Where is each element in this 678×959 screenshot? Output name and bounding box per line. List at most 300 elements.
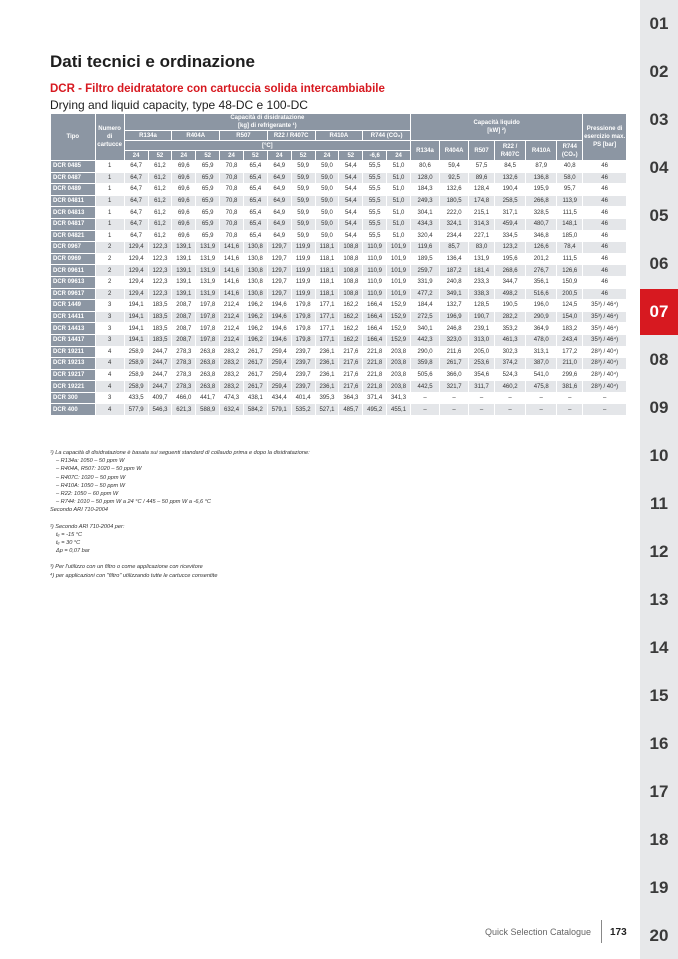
table-cell: 58,0: [557, 172, 583, 184]
table-cell: 118,1: [315, 276, 339, 288]
table-cell: 359,8: [411, 358, 440, 370]
table-cell: 64,9: [267, 207, 291, 219]
table-caption: Drying and liquid capacity, type 48-DC e 100-DC: [50, 98, 308, 112]
table-cell: 108,8: [339, 253, 363, 265]
product-code: DCR 14417: [51, 334, 96, 346]
table-row: [51, 184, 627, 196]
header-ref: R410A: [315, 131, 363, 141]
table-cell: 64,7: [124, 218, 148, 230]
table-cell: 244,7: [148, 369, 172, 381]
table-cell: 212,4: [220, 311, 244, 323]
table-cell: 442,5: [411, 381, 440, 393]
table-cell: 217,6: [339, 369, 363, 381]
table-cell: 328,5: [526, 207, 557, 219]
table-cell: 59,0: [315, 207, 339, 219]
table-cell: 54,4: [339, 230, 363, 242]
chapter-tab-07[interactable]: 07: [640, 289, 678, 335]
table-cell: 139,1: [172, 242, 196, 254]
table-cell: 119,6: [411, 242, 440, 254]
footnote-line: – R744: 1010 – 50 ppm W a 24 °C / 445 – 50 ppm W a -6,6 °C: [56, 499, 211, 506]
table-cell: 200,5: [557, 288, 583, 300]
table-cell: 179,8: [291, 334, 315, 346]
table-cell: 141,6: [220, 288, 244, 300]
table-cell: 64,9: [267, 184, 291, 196]
table-cell: 588,9: [196, 404, 220, 416]
table-cell: 346,8: [526, 230, 557, 242]
header-temp: 24: [387, 151, 411, 161]
header-temp: 24: [124, 151, 148, 161]
table-cell: 35³) / 46⁴): [583, 323, 627, 335]
table-cell: 3: [95, 323, 124, 335]
table-cell: 495,2: [363, 404, 387, 416]
table-cell: 85,7: [440, 242, 469, 254]
chapter-tab-14[interactable]: 14: [649, 638, 669, 657]
table-cell: 84,5: [495, 161, 526, 173]
table-cell: –: [440, 404, 469, 416]
table-cell: 70,8: [220, 161, 244, 173]
table-cell: 253,6: [469, 358, 495, 370]
table-cell: –: [557, 404, 583, 416]
table-cell: 54,4: [339, 184, 363, 196]
table-cell: 197,8: [196, 334, 220, 346]
table-cell: 258,9: [124, 369, 148, 381]
table-cell: –: [440, 392, 469, 404]
table-cell: 194,6: [267, 323, 291, 335]
footnote-line: Secondo ARI 710-2004: [50, 507, 108, 514]
table-cell: 61,2: [148, 218, 172, 230]
table-cell: 46: [583, 195, 627, 207]
table-cell: 278,3: [172, 358, 196, 370]
table-row: [51, 392, 627, 404]
table-cell: 46: [583, 172, 627, 184]
table-cell: 65,4: [243, 184, 267, 196]
chapter-tab-16[interactable]: 16: [649, 734, 669, 753]
table-cell: 129,4: [124, 253, 148, 265]
table-cell: 122,3: [148, 242, 172, 254]
table-cell: –: [411, 392, 440, 404]
table-cell: 374,2: [495, 358, 526, 370]
table-cell: 261,7: [243, 358, 267, 370]
table-cell: 59,9: [291, 195, 315, 207]
table-cell: 3: [95, 334, 124, 346]
table-cell: 40,8: [557, 161, 583, 173]
table-cell: 197,8: [196, 323, 220, 335]
table-cell: 123,2: [495, 242, 526, 254]
table-cell: 28³) / 40⁴): [583, 346, 627, 358]
table-cell: 203,8: [387, 381, 411, 393]
table-cell: 475,8: [526, 381, 557, 393]
table-cell: 331,9: [411, 276, 440, 288]
table-cell: 129,4: [124, 288, 148, 300]
table-cell: 70,8: [220, 195, 244, 207]
table-cell: 259,4: [267, 358, 291, 370]
chapter-tab-09[interactable]: 09: [649, 398, 669, 417]
table-cell: 527,1: [315, 404, 339, 416]
table-cell: 129,7: [267, 242, 291, 254]
table-cell: 401,4: [291, 392, 315, 404]
table-cell: 55,5: [363, 207, 387, 219]
table-cell: 177,1: [315, 334, 339, 346]
table-cell: 65,4: [243, 172, 267, 184]
table-cell: 194,1: [124, 311, 148, 323]
page-title: Dati tecnici e ordinazione: [50, 52, 255, 71]
table-cell: 46: [583, 253, 627, 265]
chapter-tab-15[interactable]: 15: [649, 686, 669, 705]
table-cell: 217,6: [339, 358, 363, 370]
table-cell: 340,1: [411, 323, 440, 335]
chapter-tab-04[interactable]: 04: [649, 158, 669, 177]
table-cell: 1: [95, 195, 124, 207]
table-cell: 59,4: [440, 161, 469, 173]
table-cell: 132,6: [440, 184, 469, 196]
table-cell: 466,0: [172, 392, 196, 404]
table-cell: 65,9: [196, 161, 220, 173]
table-cell: 70,8: [220, 184, 244, 196]
table-cell: 65,9: [196, 230, 220, 242]
table-cell: 261,7: [243, 369, 267, 381]
table-cell: 395,3: [315, 392, 339, 404]
table-cell: 118,1: [315, 288, 339, 300]
chapter-tab-17[interactable]: 17: [649, 782, 669, 801]
table-cell: 70,8: [220, 172, 244, 184]
footnote-line: – R404A, R507: 1020 – 50 ppm W: [56, 466, 142, 473]
table-cell: 364,3: [339, 392, 363, 404]
product-code: DCR 0489: [51, 184, 96, 196]
table-cell: 208,7: [172, 300, 196, 312]
table-cell: 129,7: [267, 265, 291, 277]
table-cell: 119,9: [291, 253, 315, 265]
table-cell: 239,7: [291, 346, 315, 358]
table-cell: 51,0: [387, 184, 411, 196]
table-row: [51, 300, 627, 312]
table-cell: 181,4: [469, 265, 495, 277]
chapter-tab-01[interactable]: 01: [649, 14, 669, 33]
table-cell: 2: [95, 288, 124, 300]
table-cell: 162,2: [339, 334, 363, 346]
table-cell: 54,4: [339, 207, 363, 219]
table-cell: 51,0: [387, 161, 411, 173]
table-cell: 51,0: [387, 230, 411, 242]
table-cell: 139,1: [172, 265, 196, 277]
table-cell: 152,9: [387, 323, 411, 335]
header-temp: 24: [172, 151, 196, 161]
table-cell: 64,7: [124, 207, 148, 219]
table-cell: 51,0: [387, 195, 411, 207]
table-cell: 371,4: [363, 392, 387, 404]
table-cell: 246,8: [440, 323, 469, 335]
table-cell: 4: [95, 381, 124, 393]
table-cell: 196,2: [243, 334, 267, 346]
table-cell: 46: [583, 230, 627, 242]
chapter-tab-20[interactable]: 20: [649, 926, 669, 945]
table-cell: 184,4: [411, 300, 440, 312]
table-cell: 356,1: [526, 276, 557, 288]
table-row: [51, 172, 627, 184]
product-code: DCR 0967: [51, 242, 96, 254]
table-row: [51, 323, 627, 335]
table-cell: 136,4: [440, 253, 469, 265]
table-cell: 438,1: [243, 392, 267, 404]
table-cell: 101,9: [387, 253, 411, 265]
table-cell: 59,0: [315, 161, 339, 173]
product-code: DCR 14411: [51, 311, 96, 323]
table-cell: 65,9: [196, 172, 220, 184]
table-cell: 69,6: [172, 230, 196, 242]
table-cell: 130,8: [243, 265, 267, 277]
header-tipo: Tipo: [51, 114, 96, 161]
table-cell: 196,9: [440, 311, 469, 323]
table-cell: 243,4: [557, 334, 583, 346]
table-cell: 95,7: [557, 184, 583, 196]
table-cell: 3: [95, 311, 124, 323]
table-row: [51, 276, 627, 288]
table-row: [51, 265, 627, 277]
table-cell: 46: [583, 184, 627, 196]
header-ref: R404A: [172, 131, 220, 141]
table-cell: 2: [95, 253, 124, 265]
table-cell: 194,6: [267, 311, 291, 323]
table-cell: 64,9: [267, 195, 291, 207]
table-cell: 233,3: [469, 276, 495, 288]
table-cell: 278,3: [172, 381, 196, 393]
table-cell: 46: [583, 288, 627, 300]
table-cell: –: [526, 392, 557, 404]
table-cell: 55,5: [363, 218, 387, 230]
header-liq-ref: R507: [469, 141, 495, 161]
table-cell: 4: [95, 358, 124, 370]
chapter-tab-12[interactable]: 12: [649, 542, 669, 561]
table-cell: 124,5: [557, 300, 583, 312]
table-cell: 69,6: [172, 218, 196, 230]
table-cell: 101,9: [387, 265, 411, 277]
table-cell: 101,9: [387, 242, 411, 254]
table-cell: 190,5: [495, 300, 526, 312]
table-row: [51, 311, 627, 323]
table-cell: 65,9: [196, 184, 220, 196]
footnote-line: tₑ = 30 °C: [56, 540, 81, 547]
table-row: [51, 230, 627, 242]
table-cell: 2: [95, 265, 124, 277]
table-cell: 190,4: [495, 184, 526, 196]
table-cell: –: [469, 404, 495, 416]
header-temp: -6,6: [363, 151, 387, 161]
table-cell: 126,6: [557, 265, 583, 277]
table-cell: 283,2: [220, 346, 244, 358]
header-ref: R22 / R407C: [267, 131, 315, 141]
table-cell: 183,5: [148, 300, 172, 312]
table-cell: 101,9: [387, 276, 411, 288]
table-cell: 119,9: [291, 265, 315, 277]
product-code: DCR 19221: [51, 381, 96, 393]
product-code: DCR 09611: [51, 265, 96, 277]
table-cell: 203,8: [387, 346, 411, 358]
chapter-tab-06[interactable]: 06: [649, 254, 669, 273]
table-row: [51, 288, 627, 300]
table-cell: 320,4: [411, 230, 440, 242]
table-cell: 64,7: [124, 230, 148, 242]
table-cell: 283,2: [220, 381, 244, 393]
table-row: [51, 369, 627, 381]
table-cell: 211,6: [440, 346, 469, 358]
table-cell: 381,6: [557, 381, 583, 393]
table-cell: 239,7: [291, 369, 315, 381]
table-cell: 64,9: [267, 230, 291, 242]
header-temp: 24: [315, 151, 339, 161]
table-cell: 131,9: [196, 242, 220, 254]
header-pressure: Pressione di esercizio max. PS [bar]: [583, 114, 627, 161]
table-cell: 196,2: [243, 300, 267, 312]
table-cell: 110,9: [363, 276, 387, 288]
table-cell: 259,7: [411, 265, 440, 277]
table-cell: –: [495, 404, 526, 416]
table-cell: 69,6: [172, 184, 196, 196]
table-cell: 54,4: [339, 161, 363, 173]
table-cell: 122,3: [148, 265, 172, 277]
table-cell: 122,3: [148, 276, 172, 288]
table-cell: 65,4: [243, 195, 267, 207]
table-cell: 221,8: [363, 346, 387, 358]
header-temp: 52: [291, 151, 315, 161]
table-cell: 59,9: [291, 230, 315, 242]
table-cell: 579,1: [267, 404, 291, 416]
table-cell: 217,6: [339, 346, 363, 358]
table-cell: 577,9: [124, 404, 148, 416]
table-cell: 194,6: [267, 334, 291, 346]
table-cell: 69,6: [172, 195, 196, 207]
table-cell: 132,6: [495, 172, 526, 184]
footer-catalogue: Quick Selection Catalogue: [485, 927, 592, 937]
table-cell: 64,7: [124, 195, 148, 207]
table-cell: 166,4: [363, 334, 387, 346]
table-cell: 239,1: [469, 323, 495, 335]
header-liq-ref: R404A: [440, 141, 469, 161]
table-cell: 535,2: [291, 404, 315, 416]
table-cell: 459,4: [495, 218, 526, 230]
table-cell: 546,3: [148, 404, 172, 416]
table-cell: 505,6: [411, 369, 440, 381]
product-code: DCR 19217: [51, 369, 96, 381]
table-cell: 278,3: [172, 346, 196, 358]
table-cell: 122,3: [148, 288, 172, 300]
header-liq-ref: R410A: [526, 141, 557, 161]
table-cell: 177,1: [315, 311, 339, 323]
footnote-line: Δp = 0,07 bar: [56, 548, 90, 555]
table-cell: 139,1: [172, 276, 196, 288]
table-cell: 324,1: [440, 218, 469, 230]
product-code: DCR 09613: [51, 276, 96, 288]
table-cell: 179,8: [291, 311, 315, 323]
table-cell: 334,5: [495, 230, 526, 242]
footnote-line: – R134a: 1050 – 50 ppm W: [56, 458, 125, 465]
product-code: DCR 09617: [51, 288, 96, 300]
header-temperature-unit: [°C]: [124, 141, 410, 151]
chapter-tab-08[interactable]: 08: [649, 350, 669, 369]
header-temp: 52: [148, 151, 172, 161]
footnote-line: – R407C: 1020 – 50 ppm W: [56, 474, 126, 481]
table-cell: 141,6: [220, 253, 244, 265]
table-cell: 132,7: [440, 300, 469, 312]
table-cell: 64,7: [124, 172, 148, 184]
chapter-tab-19[interactable]: 19: [649, 878, 669, 897]
table-cell: 480,7: [526, 218, 557, 230]
footnote-3: ³) Per l'utilizzo con un filtro o come applicazione con ricevitore: [50, 564, 203, 571]
chapter-tab-03[interactable]: 03: [649, 110, 669, 129]
table-cell: 110,9: [363, 265, 387, 277]
table-cell: 485,7: [339, 404, 363, 416]
table-cell: 278,3: [172, 369, 196, 381]
table-cell: 59,9: [291, 184, 315, 196]
table-cell: 584,2: [243, 404, 267, 416]
table-cell: 35³) / 46⁴): [583, 311, 627, 323]
table-cell: 141,6: [220, 242, 244, 254]
table-cell: 184,3: [411, 184, 440, 196]
table-cell: 177,2: [557, 346, 583, 358]
table-cell: 129,7: [267, 253, 291, 265]
table-cell: 152,9: [387, 311, 411, 323]
table-cell: 196,2: [243, 311, 267, 323]
table-cell: 59,0: [315, 230, 339, 242]
table-cell: 290,0: [411, 346, 440, 358]
table-cell: 28³) / 40⁴): [583, 358, 627, 370]
table-cell: 108,8: [339, 265, 363, 277]
footnote-2: ²) Secondo ARI 710-2004 per:: [50, 523, 125, 530]
table-cell: 283,2: [220, 358, 244, 370]
table-cell: 57,5: [469, 161, 495, 173]
product-code: DCR 04817: [51, 218, 96, 230]
table-cell: 177,1: [315, 323, 339, 335]
table-cell: 65,9: [196, 207, 220, 219]
table-cell: 195,6: [495, 253, 526, 265]
table-cell: 139,1: [172, 253, 196, 265]
chapter-tab-05[interactable]: 05: [649, 206, 669, 225]
table-cell: 1: [95, 161, 124, 173]
table-cell: 263,8: [196, 346, 220, 358]
table-cell: 141,6: [220, 276, 244, 288]
chapter-tab-02[interactable]: 02: [649, 62, 669, 81]
table-cell: 1: [95, 184, 124, 196]
table-cell: 1: [95, 218, 124, 230]
table-cell: 268,6: [495, 265, 526, 277]
table-cell: 69,6: [172, 161, 196, 173]
table-cell: 129,4: [124, 276, 148, 288]
table-cell: 203,8: [387, 369, 411, 381]
table-cell: 516,6: [526, 288, 557, 300]
table-cell: 129,7: [267, 288, 291, 300]
table-cell: 174,8: [469, 195, 495, 207]
product-code: DCR 19211: [51, 346, 96, 358]
page-number: 173: [610, 927, 627, 938]
table-row: [51, 253, 627, 265]
product-code: DCR 14413: [51, 323, 96, 335]
table-cell: 621,3: [172, 404, 196, 416]
table-cell: 263,8: [196, 369, 220, 381]
table-cell: 524,3: [495, 369, 526, 381]
table-cell: 208,7: [172, 334, 196, 346]
chapter-tab-18[interactable]: 18: [649, 830, 669, 849]
chapter-tab-10[interactable]: 10: [649, 446, 669, 465]
table-cell: 64,7: [124, 184, 148, 196]
table-cell: 194,1: [124, 334, 148, 346]
table-cell: –: [495, 392, 526, 404]
table-cell: 46: [583, 161, 627, 173]
table-cell: 208,7: [172, 311, 196, 323]
chapter-tab-13[interactable]: 13: [649, 590, 669, 609]
chapter-tab-11[interactable]: 11: [650, 494, 668, 513]
table-cell: 65,4: [243, 161, 267, 173]
table-cell: 180,5: [440, 195, 469, 207]
table-cell: 126,6: [526, 242, 557, 254]
table-cell: 128,0: [411, 172, 440, 184]
